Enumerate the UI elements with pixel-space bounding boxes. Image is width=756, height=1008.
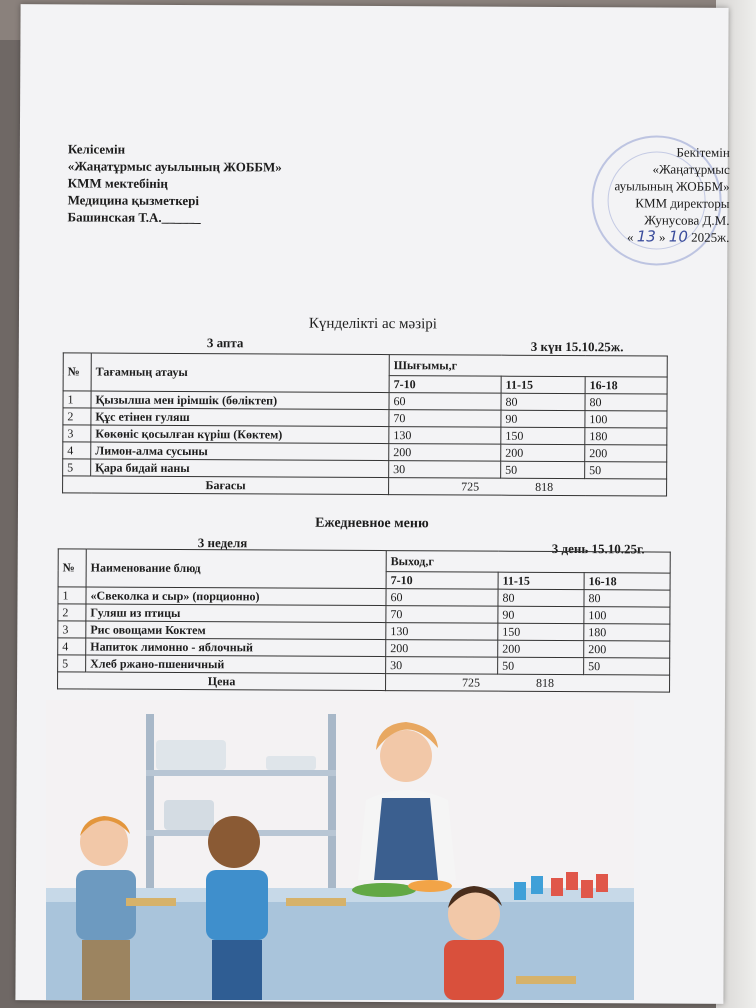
price-values	[389, 478, 667, 496]
row-num: 2	[63, 408, 91, 425]
approval-right-line: Жунусова Д.М.	[644, 212, 730, 228]
price-label: Цена	[58, 672, 386, 691]
ru-week: 3 неделя	[197, 535, 248, 551]
row-value: 60	[389, 393, 501, 411]
row-dish: Рис овощами Коктем	[86, 621, 386, 640]
price-value: 725	[461, 478, 480, 494]
row-dish: Лимон-алма сусыны	[91, 442, 389, 461]
header-age: 16-18	[585, 377, 667, 394]
approval-right-line: Бекітемін	[676, 144, 730, 160]
row-num: 5	[58, 655, 86, 672]
row-value: 90	[501, 410, 585, 427]
row-value: 90	[498, 606, 584, 623]
header-num: №	[63, 353, 91, 391]
header-age: 11-15	[501, 376, 585, 393]
row-dish: Хлеб ржано-пшеничный	[86, 655, 386, 674]
header-yield: Выход,г	[386, 551, 670, 573]
row-value: 200	[501, 444, 585, 461]
canteen-scene-icon	[46, 700, 634, 1000]
date-month: 10	[668, 227, 688, 246]
row-dish: Гуляш из птицы	[86, 604, 386, 623]
price-label: Бағасы	[63, 476, 389, 495]
row-value: 130	[389, 427, 501, 445]
date-day: 13	[636, 227, 656, 246]
row-num: 1	[58, 587, 86, 604]
approval-right	[559, 143, 730, 246]
approval-right-line: ауылының ЖОББМ»	[614, 178, 730, 194]
header-yield: Шығымы,г	[389, 355, 667, 377]
approval-left-line: Медицина қызметкері	[67, 192, 200, 209]
row-num: 4	[63, 442, 91, 459]
row-dish: Қызылша мен ірімшік (бөліктеп)	[91, 391, 389, 410]
table-header-row	[63, 353, 667, 377]
row-value: 200	[585, 445, 667, 462]
row-value: 150	[501, 427, 585, 444]
row-value: 180	[585, 428, 667, 445]
row-num: 1	[63, 391, 91, 408]
row-value: 60	[386, 589, 498, 607]
row-num: 2	[58, 604, 86, 621]
row-value: 200	[584, 641, 670, 658]
row-num: 4	[58, 638, 86, 655]
row-value: 80	[584, 590, 670, 607]
row-value: 50	[584, 658, 670, 675]
row-value: 200	[498, 640, 584, 657]
row-num: 3	[63, 425, 91, 442]
price-value: 818	[536, 675, 555, 690]
row-value: 50	[498, 657, 584, 674]
row-dish: Көкөніс қосылған күріш (Көктем)	[91, 425, 389, 444]
date-quote-open: «	[626, 229, 634, 245]
ru-day: 3 день 15.10.25г.	[551, 540, 645, 557]
row-dish: Напиток лимонно - яблочный	[86, 638, 386, 657]
row-dish: Қара бидай наны	[91, 459, 389, 478]
header-num: №	[58, 549, 86, 587]
row-dish: «Свеколка и сыр» (порционно)	[86, 587, 386, 606]
row-value: 80	[501, 393, 585, 410]
row-value: 100	[585, 411, 667, 428]
price-row	[63, 476, 667, 496]
ru-menu-title: Ежедневное меню	[315, 515, 429, 532]
approval-left-line: Башинская Т.А.______	[67, 209, 201, 226]
header-age: 7-10	[389, 376, 501, 394]
header-age: 16-18	[584, 573, 670, 590]
row-dish: Құс етінен гуляш	[91, 408, 389, 427]
approval-left-line: «Жаңатұрмыс ауылының ЖОББМ»	[67, 158, 282, 175]
approval-date	[559, 228, 729, 246]
header-age: 11-15	[498, 572, 584, 589]
price-row	[58, 672, 670, 692]
row-value: 50	[585, 462, 667, 479]
row-value: 30	[386, 657, 498, 675]
row-value: 70	[389, 410, 501, 428]
date-year: 2025ж.	[691, 229, 730, 245]
row-value: 30	[389, 461, 501, 479]
kz-week: 3 апта	[206, 335, 244, 351]
row-value: 200	[386, 640, 498, 658]
table-header-row	[58, 549, 670, 573]
price-values	[386, 674, 670, 692]
canteen-illustration	[46, 700, 634, 1000]
ru-menu-table	[57, 548, 671, 692]
row-value: 150	[498, 623, 584, 640]
approval-right-line: «Жаңатұрмыс	[652, 161, 730, 177]
row-value: 50	[501, 461, 585, 478]
row-value: 80	[498, 589, 584, 606]
kz-menu-table	[62, 352, 668, 496]
approval-right-line: КММ директоры	[635, 195, 730, 211]
kz-menu-title: Күнделікті ас мәзірі	[308, 315, 437, 333]
header-name: Тағамның атауы	[91, 353, 389, 393]
row-value: 200	[389, 444, 501, 462]
approval-left-line: КММ мектебінің	[67, 175, 168, 191]
row-value: 180	[584, 624, 670, 641]
row-value: 100	[584, 607, 670, 624]
header-age: 7-10	[386, 572, 498, 590]
price-value: 725	[462, 674, 481, 690]
row-value: 130	[386, 623, 498, 641]
date-quote-close: »	[659, 229, 666, 245]
row-num: 3	[58, 621, 86, 638]
price-value: 818	[535, 479, 554, 494]
row-value: 70	[386, 606, 498, 624]
row-value: 80	[585, 394, 667, 411]
approval-left-line: Келісемін	[67, 141, 126, 157]
approval-left	[67, 140, 281, 226]
header-name: Наименование блюд	[86, 549, 386, 589]
row-num: 5	[63, 459, 91, 476]
kz-day: 3 күн 15.10.25ж.	[530, 338, 624, 355]
